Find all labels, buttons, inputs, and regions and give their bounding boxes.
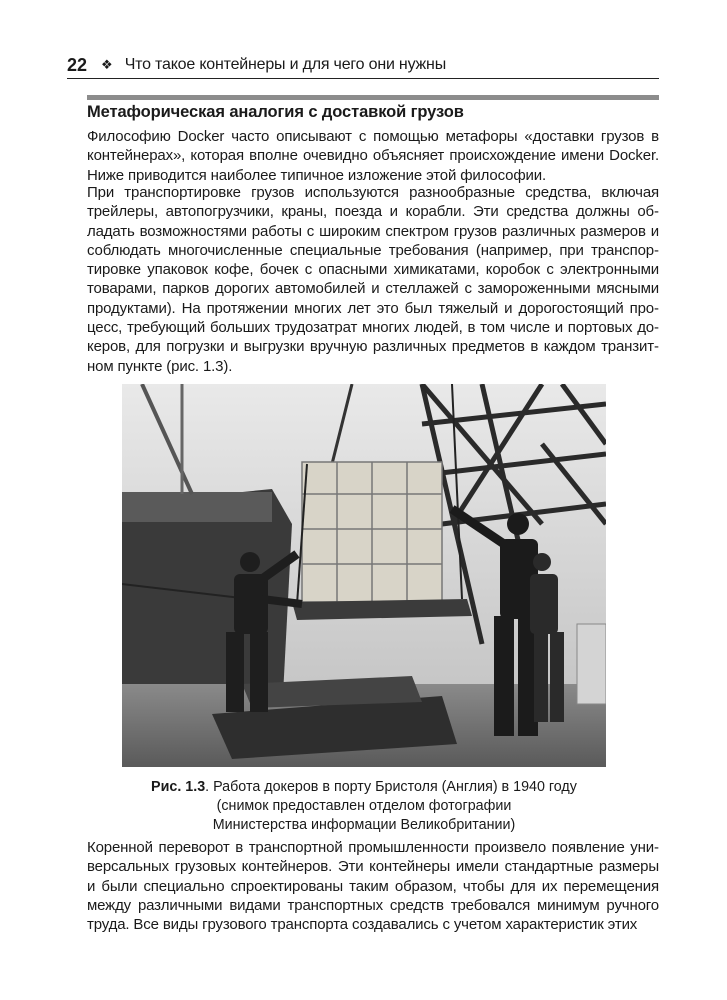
caption-text-1: . Работа докеров в порту Бристоля (Англия) в 1940 году — [205, 779, 577, 795]
caption-line-2: (снимок предоставлен отделом фотографии — [216, 798, 512, 814]
caption-line-3: Министерства информации Великобритании) — [212, 817, 516, 833]
section-title: Метафорическая аналогия с доставкой грузов — [87, 103, 464, 121]
diamond-ornament-icon: ❖ — [101, 57, 113, 72]
paragraph-containers: Коренной переворот в транспортной промышленности произвело появление универсальных грузовых контейнеров. Эти контейнеры имели стандартные размеры и были специально спроектированы таким образом, чтобы для их перемещения между различными видами транспортных средств требовался минимум ручного труда. Все виды грузового транспорта создавались с учетом характеристик этих — [87, 839, 659, 934]
figure-caption — [110, 778, 618, 835]
caption-line-1 — [110, 778, 618, 797]
paragraph-intro: Философию Docker часто описывают с помощью метафоры «доставки грузов в контейнерах», которая вполне очевидно объясняет происхождение имени Docker. Ниже приводится наиболее типичное изложение этой философии. — [87, 128, 659, 184]
running-title: Что такое контейнеры и для чего они нужны — [124, 56, 446, 73]
page-number: 22 — [67, 54, 88, 75]
paragraph-transport: При транспортировке грузов используются разнообразные средства, включая трейлеры, автопогрузчики, краны, поезда и корабли. Эти средства должны обладать возможностями работы с широким спектром грузов различных размеров и соблюдать многочисленные специальные требования (например, при транспортировке упаковок кофе, бочек с опасными химикатами, коробок с электронными товарами, парков дорогих автомобилей и стеллажей с замороженными мясными продуктами). На протяжении многих лет это был тяжелый и дорогостоящий процесс, требующий больших трудозатрат многих людей, в том числе и портовых докеров, для погрузки и выгрузки вручную различных предметов в каждом транзитном пункте (рис. 1.3). — [87, 184, 659, 375]
section-rule — [87, 95, 659, 100]
dockers-photo — [122, 384, 606, 767]
running-header — [67, 52, 659, 79]
figure-label: Рис. 1.3 — [151, 779, 206, 795]
